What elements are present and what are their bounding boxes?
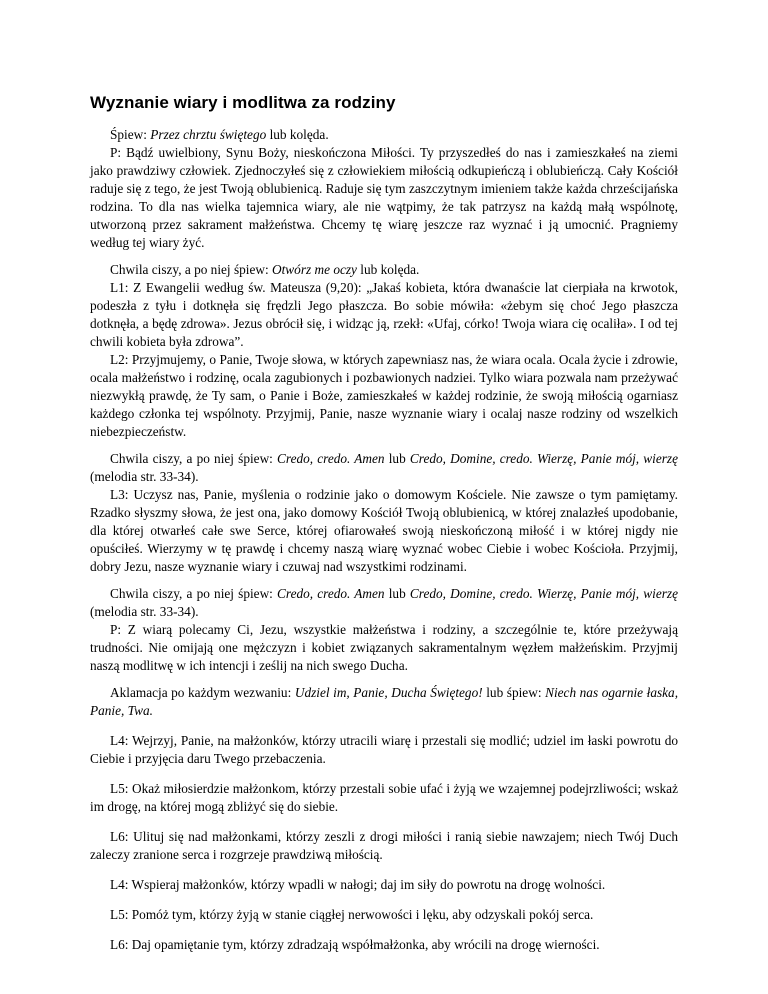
text-run: L1: Z Ewangelii według św. Mateusza (9,20): „Jakaś kobieta, która dwanaście lat cierpiała na krwotok, podeszła z tyłu i dotknęła się frędzli Jego płaszcza. Bo sobie mówiła: «żebym się choć Jego płaszcza dotknęła, a będę zdrowa». Jezus obrócił się, i widząc ją, rzekł: «Ufaj, córko! Twoja wiara cię ocaliła». I od tej chwili kobieta była zdrowa”. [90, 280, 678, 349]
italic-text: Credo, Domine, credo. Wierzę, Panie mój, wierzę [409, 586, 679, 601]
document-body [90, 126, 678, 954]
paragraph [90, 279, 678, 351]
text-run: L6: Ulituj się nad małżonkami, którzy zeszli z drogi miłości i ranią siebie nawzajem; niech Twój Duch zaleczy zranione serca i rozgrzeje prawdziwą miłością. [90, 829, 678, 862]
text-run: L2: Przyjmujemy, o Panie, Twoje słowa, w których zapewniasz nas, że wiara ocala. Ocala życie i zdrowie, ocala małżeństwo i rodzinę, ocala zagubionych i pozbawionych nadziei. Tylko wiara pozwala nam przeżywać niezwykłą prawdę, że Ty sam, o Panie i Boże, zamieszkałeś w każdej rodzinie, że swoją miłością ogarniasz każdego członka tej wspólnoty. Przyjmij, Panie, nasze wyznanie wiary i ocalaj nasze rodziny od wszelkich niebezpieczeństw. [90, 352, 678, 439]
text-run: lub [384, 451, 410, 466]
paragraph [90, 144, 678, 252]
italic-text: Niech nas ogarnie łaska, Panie, Twa. [90, 685, 679, 718]
italic-text: Credo, credo. Amen [277, 451, 385, 466]
paragraph [90, 261, 678, 279]
italic-text: Credo, Domine, credo. Wierzę, Panie mój, wierzę [409, 451, 679, 466]
paragraph [90, 351, 678, 441]
text-run: L6: Daj opamiętanie tym, którzy zdradzają współmałżonka, aby wrócili na drogę wierności. [110, 937, 600, 952]
text-run: L4: Wspieraj małżonków, którzy wpadli w nałogi; daj im siły do powrotu na drogę wolności. [110, 877, 606, 892]
italic-text: Otwórz me oczy [272, 262, 357, 277]
paragraph [90, 126, 678, 144]
text-run: (melodia str. 33-34). [90, 604, 199, 619]
text-run: Śpiew: [110, 127, 151, 142]
text-run: P: Z wiarą polecamy Ci, Jezu, wszystkie małżeństwa i rodziny, a szczególnie te, które przeżywają trudności. Nie omijają one mężczyzn i kobiet związanych sakramentalnym węzłem małżeńskim. Przyjmij naszą modlitwę w ich intencji i ześlij na nich swego Ducha. [90, 622, 678, 673]
italic-text: Udziel im, Panie, Ducha Świętego! [294, 685, 483, 700]
document-page [90, 92, 678, 954]
paragraph [90, 450, 678, 486]
paragraph [90, 828, 678, 864]
text-run: L5: Pomóż tym, którzy żyją w stanie ciągłej nerwowości i lęku, aby odzyskali pokój serca. [110, 907, 594, 922]
paragraph [90, 732, 678, 768]
document-title: Wyznanie wiary i modlitwa za rodziny [90, 93, 396, 112]
text-run: L4: Wejrzyj, Panie, na małżonków, którzy utracili wiarę i przestali się modlić; udziel im łaski powrotu do Ciebie i przyjęcia daru Twego przebaczenia. [90, 733, 678, 766]
italic-text: Przez chrztu świętego [150, 127, 267, 142]
text-run: lub śpiew: [482, 685, 546, 700]
text-run: P: Bądź uwielbiony, Synu Boży, nieskończona Miłości. Ty przyszedłeś do nas i zamieszkałeś na ziemi jako prawdziwy człowiek. Zjednoczyłeś się z człowiekiem miłością odkupieńczą i oblubieńczą. Cały Kościół raduje się z tego, że jest Twoją oblubienicą. Raduje się tym zaszczytnym imieniem także każda chrześcijańska rodzina. To dla nas wielka tajemnica wiary, ale nie wątpimy, że tak patrzysz na każdą małą wspólnotę, utworzoną przez sakrament małżeństwa. Chcemy tę wiarę jeszcze raz wyznać i ją umocnić. Pragniemy według tej wiary żyć. [90, 145, 678, 250]
text-run: Chwila ciszy, a po niej śpiew: [110, 262, 272, 277]
paragraph [90, 936, 678, 954]
text-run: (melodia str. 33-34). [90, 469, 199, 484]
text-run: Aklamacja po każdym wezwaniu: [110, 685, 295, 700]
text-run: L5: Okaż miłosierdzie małżonkom, którzy przestali sobie ufać i żyją we wzajemnej podejrzliwości; wskaż im drogę, na której mogą zbliżyć się do siebie. [90, 781, 678, 814]
paragraph [90, 876, 678, 894]
text-run: lub [384, 586, 410, 601]
text-run: Chwila ciszy, a po niej śpiew: [110, 451, 278, 466]
text-run: Chwila ciszy, a po niej śpiew: [110, 586, 278, 601]
text-run: L3: Uczysz nas, Panie, myślenia o rodzinie jako o domowym Kościele. Nie zawsze o tym pamiętamy. Rzadko słyszmy słowa, że jest ona, jako domowy Kościół Twoją oblubienicą, w której znalazłeś upodobanie, dla której otwarłeś całe swe Serce, której ofiarowałeś swoją nieskończoną miłość i w której nigdy nie opuściłeś. Wierzymy w tę prawdę i chcemy naszą wiarę wyznać wobec Ciebie i wobec Kościoła. Przyjmij, dobry Jezu, nasze wyznanie wiary i czuwaj nad wszystkimi rodzinami. [90, 487, 678, 574]
paragraph [90, 684, 678, 720]
paragraph [90, 780, 678, 816]
paragraph [90, 486, 678, 576]
text-run: lub kolęda. [266, 127, 329, 142]
text-run: lub kolęda. [356, 262, 420, 277]
paragraph [90, 621, 678, 675]
paragraph [90, 906, 678, 924]
italic-text: Credo, credo. Amen [277, 586, 385, 601]
paragraph [90, 585, 678, 621]
